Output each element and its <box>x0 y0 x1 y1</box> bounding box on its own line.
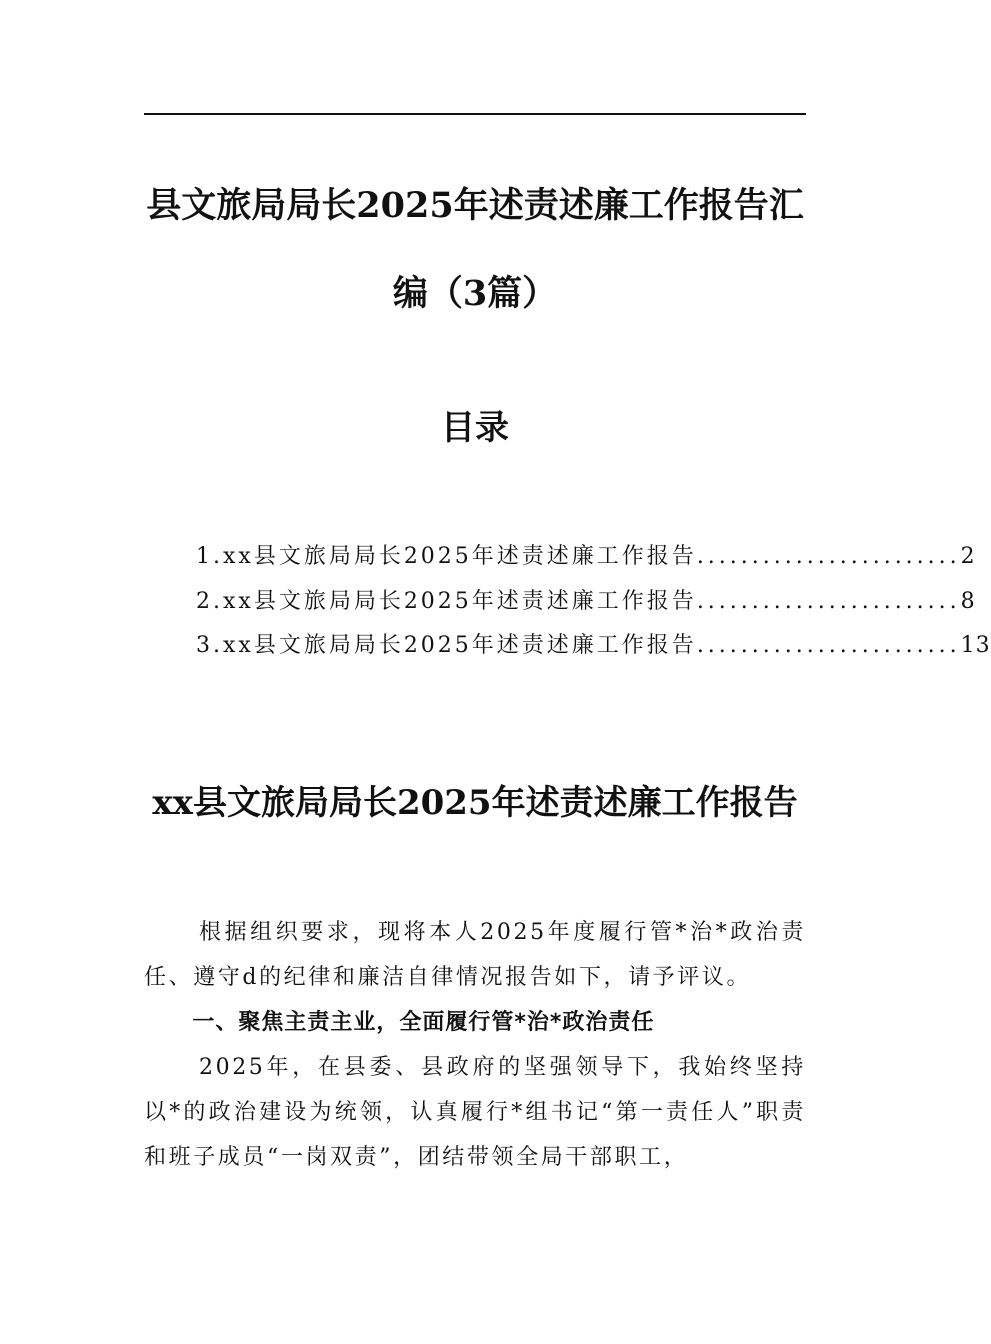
toc-page-number: 8 <box>960 588 976 614</box>
toc-entry-number: 1. <box>196 544 223 569</box>
document-title <box>144 162 806 338</box>
toc-entry-title: xx县文旅局局长2025年述责述廉工作报告 <box>223 588 697 614</box>
intro-paragraph: 根据组织要求，现将本人2025年度履行管*治*政治责任、遵守d的纪律和廉洁自律情况报告如下，请予评议。 <box>144 920 806 990</box>
toc-entry-1[interactable] <box>196 535 976 580</box>
report-body <box>144 910 806 1180</box>
toc-entry-3[interactable] <box>196 624 991 669</box>
section-title: xx县文旅局局长2025年述责述廉工作报告 <box>152 783 798 823</box>
toc-entry-title: xx县文旅局局长2025年述责述廉工作报告 <box>223 633 697 658</box>
toc-entry-number: 3. <box>196 633 223 658</box>
toc-dot-leader: ........................ <box>696 633 961 658</box>
document-title-line-1: 县文旅局局长2025年述责述廉工作报告汇 <box>146 185 804 226</box>
toc-dot-leader: ........................ <box>696 544 961 569</box>
document-title-line-2: 编（3篇） <box>392 273 558 314</box>
top-rule <box>144 113 806 115</box>
toc-page-number: 13 <box>960 633 991 658</box>
subheading-1: 一、聚焦主责主业，全面履行管*治*政治责任 <box>192 1010 655 1035</box>
toc-entry-2[interactable] <box>196 580 976 625</box>
toc-dot-leader: ........................ <box>696 588 961 614</box>
toc-heading: 目录 <box>441 408 509 448</box>
body-paragraph-1: 2025年，在县委、县政府的坚强领导下，我始终坚持以*的政治建设为统领，认真履行*组书记“第一责任人”职责和班子成员“一岗双责”，团结带领全局干部职工， <box>144 1055 806 1170</box>
toc-page-number: 2 <box>960 544 976 569</box>
toc-entry-title: xx县文旅局局长2025年述责述廉工作报告 <box>223 544 697 569</box>
table-of-contents <box>196 535 991 669</box>
toc-entry-number: 2. <box>196 588 223 614</box>
